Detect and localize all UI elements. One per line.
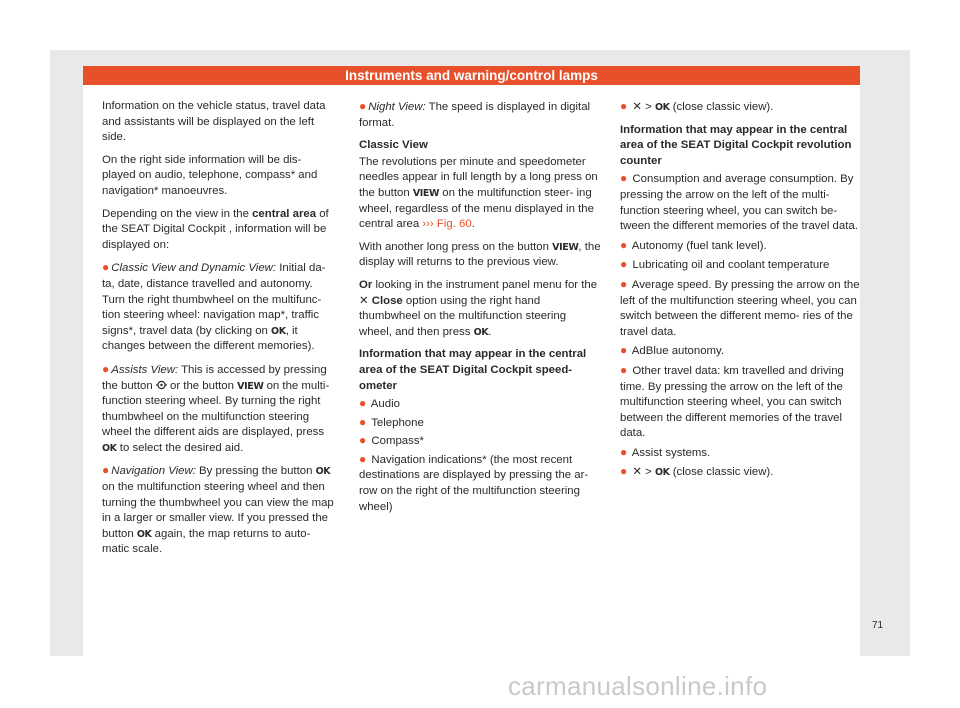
watermark: carmanualsonline.info bbox=[508, 671, 768, 701]
bullet-icon: ● bbox=[620, 171, 628, 186]
assist-icon bbox=[156, 380, 167, 390]
bullet-icon: ● bbox=[102, 361, 110, 376]
figure-reference-link[interactable]: ››› Fig. 60 bbox=[422, 218, 472, 231]
paragraph: On the right side information will be dis- played on audio, telephone, compass* and navigation* manoeuvres. bbox=[102, 153, 318, 197]
bullet-icon: ● bbox=[620, 257, 628, 272]
list-item: ● ✕ > OK (close classic view). bbox=[620, 464, 774, 479]
bullet-icon: ● bbox=[620, 276, 628, 291]
section-header: Instruments and warning/control lamps bbox=[83, 66, 860, 85]
list-item: ● Classic View and Dynamic View: Initial da- ta, date, distance travelled and autonomy. Turn the right thumbwheel on the multifunc- tion steering wheel: navigation map*, traffic signs*, travel data (by clicking on OK, it changes between the different memories). bbox=[102, 260, 326, 353]
ok-button-icon: OK bbox=[315, 466, 331, 478]
column-left bbox=[102, 99, 338, 565]
list-item: ● Average speed. By pressing the arrow on the left of the multifunction steering wheel, you can switch between the different memo- ries of the travel data. bbox=[620, 276, 860, 338]
close-icon: ✕ bbox=[632, 101, 642, 113]
list-item: ● AdBlue autonomy. bbox=[620, 343, 725, 358]
page-number: 71 bbox=[872, 620, 884, 631]
paragraph: Information on the vehicle status, travel data and assistants will be displayed on the left side. bbox=[102, 100, 326, 144]
paragraph: Or looking in the instrument panel menu for the ✕ Close option using the right hand thumbwheel on the multifunction steering wheel, and then press OK. bbox=[359, 278, 598, 338]
list-item: ● Assist systems. bbox=[620, 444, 711, 459]
bullet-icon: ● bbox=[620, 237, 628, 252]
list-item: ● ✕ > OK (close classic view). bbox=[620, 99, 774, 113]
view-button-icon: VIEW bbox=[237, 380, 264, 392]
heading-classic-view: Classic View bbox=[359, 139, 428, 152]
paragraph: Depending on the view in the central area of the SEAT Digital Cockpit , information will be displayed on: bbox=[102, 207, 329, 251]
paragraph: The revolutions per minute and speedometer needles appear in full length by a long press on the button VIEW on the multifunction steer- ing wheel, regardless of the menu displayed in the central area ››› Fig. 60. bbox=[359, 155, 598, 231]
close-icon: ✕ bbox=[359, 294, 372, 307]
bullet-icon: ● bbox=[359, 451, 367, 466]
list-item: ● Night View: The speed is displayed in digital format. bbox=[359, 99, 591, 129]
heading-revolution-counter-info: Information that may appear in the central area of the SEAT Digital Cockpit revolution counter bbox=[620, 123, 852, 167]
list-item: ● Telephone bbox=[359, 414, 424, 429]
column-right bbox=[620, 99, 862, 488]
list-item: ● Autonomy (fuel tank level). bbox=[620, 237, 767, 252]
bullet-icon: ● bbox=[620, 99, 628, 113]
ok-button-icon: OK bbox=[271, 325, 286, 337]
bullet-icon: ● bbox=[102, 463, 110, 478]
close-icon: ✕ bbox=[632, 466, 642, 479]
column-middle bbox=[359, 99, 601, 522]
list-item: ● Other travel data: km travelled and driving time. By pressing the arrow on the left of the multifunction steering wheel, you can switch between the different memories of the travel data. bbox=[620, 362, 844, 440]
bullet-icon: ● bbox=[620, 444, 628, 459]
ok-button-icon: OK bbox=[473, 326, 489, 338]
list-item: ● Audio bbox=[359, 396, 400, 411]
ok-button-icon: OK bbox=[654, 467, 670, 479]
bullet-icon: ● bbox=[359, 99, 367, 113]
list-item: ● Navigation indications* (the most recent destinations are displayed by pressing the ar- row on the right of the multifunction steering wheel) bbox=[359, 451, 589, 513]
ok-button-icon: OK bbox=[102, 442, 117, 454]
bullet-icon: ● bbox=[620, 362, 628, 377]
bullet-icon: ● bbox=[102, 260, 110, 275]
list-item: ● Assists View: This is accessed by pressing the button or the button VIEW on the multi- function steering wheel. By turning the right thumbwheel on the multifunction steering wheel the different aids are displayed, press OK to select the desired aid. bbox=[102, 361, 330, 454]
bullet-icon: ● bbox=[359, 396, 367, 411]
term-central-area: central area bbox=[252, 207, 317, 220]
list-item: ● Compass* bbox=[359, 433, 424, 448]
paragraph: With another long press on the button VIEW, the display will returns to the previous view. bbox=[359, 240, 601, 269]
heading-speedometer-info: Information that may appear in the central area of the SEAT Digital Cockpit speed- ometer bbox=[359, 348, 587, 392]
bullet-icon: ● bbox=[359, 414, 367, 429]
list-item: ● Consumption and average consumption. By pressing the arrow on the left of the multi- function steering wheel, you can switch be- tween the different memories of the travel data. bbox=[620, 171, 858, 233]
ok-button-icon: OK bbox=[136, 528, 152, 540]
bullet-icon: ● bbox=[359, 433, 367, 448]
ok-button-icon: OK bbox=[654, 102, 670, 113]
view-button-icon: VIEW bbox=[412, 187, 440, 199]
list-item: ● Navigation View: By pressing the button OK on the multifunction steering wheel and then turning the thumbwheel you can view the map in a larger or smaller view. If you pressed the button OK again, the map returns to auto- matic scale. bbox=[102, 463, 334, 556]
view-button-icon: VIEW bbox=[552, 241, 579, 253]
bullet-icon: ● bbox=[620, 464, 628, 479]
bullet-icon: ● bbox=[620, 343, 628, 358]
list-item: ● Lubricating oil and coolant temperature bbox=[620, 257, 830, 272]
